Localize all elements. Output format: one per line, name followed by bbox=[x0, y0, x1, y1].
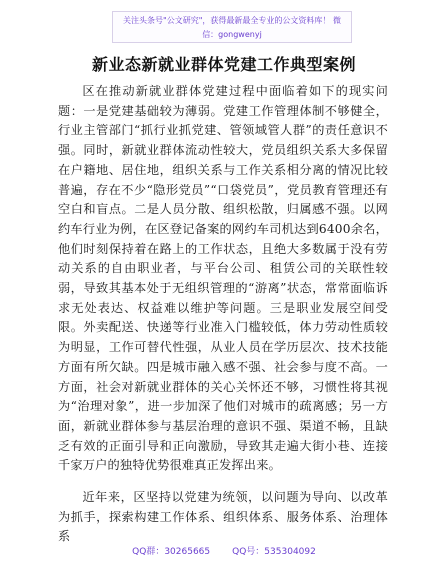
promo-banner-text: 关注头条号"公文研究"，获得最新最全专业的公文资料库！ 微信：gongwenyj bbox=[123, 16, 341, 39]
paragraph-1: 区在推动新就业群体党建过程中面临着如下的现实问题：一是党建基础较为薄弱。党建工作管理体制不够健全，行业主管部门“抓行业抓党建、管领域管人群”的责任意识不强。同时，新就业群体流动性较大，党员组织关系大多保留在户籍地、居住地，组织关系与工作关系相分离的情况比较普遍，存在不少“隐形党员”“口袋党员”，党员教育管理还有空白和盲点。二是人员分散、组织松散，归属感不强。以网约车行业为例，在区登记备案的网约车司机达到6400余名，他们时刻保持着在路上的工作状态，且绝大多数属于没有劳动关系的自由职业者，与平台公司、租赁公司的关联性较弱，导致其基本处于无组织管理的“游离”状态，常常面临诉求无处表达、权益难以维护等问题。三是职业发展空间受限。外卖配送、快递等行业准入门槛较低，体力劳动性质较为明显，工作可替代性强，从业人员在学历层次、技术技能方面有所欠缺。四是城市融入感不强、社会参与度不高。一方面，社会对新就业群体的关心关怀还不够，习惯性将其视为“治理对象”，进一步加深了他们对城市的疏离感；另一方面，新就业群体参与基层治理的意识不强、渠道不畅，且缺乏有效的正面引导和正向激励，导致其走遍大街小巷、连接千家万户的独特优势很难真正发挥出来。 bbox=[58, 84, 388, 473]
promo-banner bbox=[112, 11, 352, 43]
footer-qq-number: QQ号：535304092 bbox=[232, 547, 316, 557]
document-body bbox=[58, 82, 388, 547]
document-title: 新业态新就业群体党建工作典型案例 bbox=[91, 55, 356, 74]
paragraph-2: 近年来，区坚持以党建为统领，以问题为导向、以改革为抓手，探索构建工作体系、组织体系、服务体系、治理体系 bbox=[58, 490, 388, 544]
page-footer bbox=[0, 544, 448, 557]
footer-qq-group: QQ群：30265665 bbox=[132, 547, 211, 557]
